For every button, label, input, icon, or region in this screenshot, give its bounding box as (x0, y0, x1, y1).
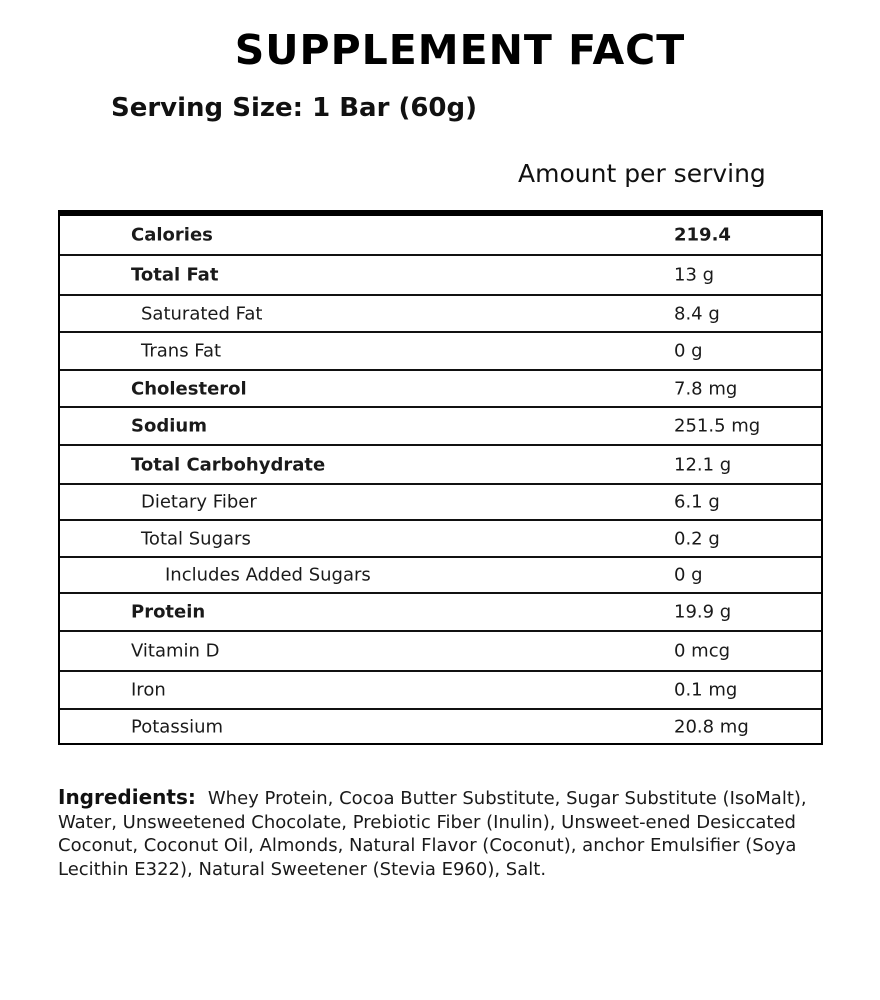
page-title: SUPPLEMENT FACT (234, 26, 686, 74)
nutrient-row-protein (60, 594, 821, 632)
nutrient-value: 13 g (674, 264, 715, 286)
nutrient-label: Protein (131, 601, 206, 623)
nutrient-value: 219.4 (674, 224, 731, 246)
nutrient-value: 19.9 g (674, 601, 732, 623)
ingredients-heading: Ingredients: (58, 785, 196, 809)
nutrient-label: Calories (131, 224, 213, 246)
nutrient-row-iron (60, 672, 821, 710)
serving-size: Serving Size: 1 Bar (60g) (111, 93, 478, 123)
nutrient-label: Cholesterol (131, 378, 247, 399)
nutrient-label: Total Sugars (141, 528, 251, 549)
nutrition-table (58, 210, 823, 745)
nutrient-value: 0.2 g (674, 528, 720, 549)
nutrient-row-trans-fat (60, 333, 821, 371)
nutrient-row-dietary-fiber (60, 485, 821, 521)
nutrient-label: Includes Added Sugars (165, 564, 371, 586)
nutrient-row-sodium (60, 408, 821, 446)
nutrient-row-potassium (60, 710, 821, 743)
nutrient-label: Saturated Fat (141, 303, 263, 324)
nutrient-value: 0.1 mg (674, 679, 738, 701)
nutrient-row-saturated-fat (60, 296, 821, 333)
nutrient-label: Vitamin D (131, 640, 220, 662)
ingredients-text: Whey Protein, Cocoa Butter Substitute, Sugar Substitute (IsoMalt), Water, Unsweetened Chocolate, Prebiotic Fiber (Inulin), Unsweet-ened Desiccated Coconut, Coconut Oil, Almonds, Natural Flavor (Coconut), anchor Emulsifier (Soya Lecithin E322), Natural Sweetener (Stevia E960), Salt. (58, 788, 807, 880)
nutrient-label: Sodium (131, 415, 207, 437)
nutrient-value: 6.1 g (674, 491, 720, 513)
nutrient-value: 7.8 mg (674, 378, 738, 399)
amount-per-serving-header: Amount per serving (518, 159, 766, 188)
ingredients-section (58, 786, 838, 881)
nutrient-value: 8.4 g (674, 303, 720, 324)
nutrient-value: 0 mcg (674, 640, 731, 662)
nutrient-row-total-carbohydrate (60, 446, 821, 485)
nutrient-value: 12.1 g (674, 454, 732, 475)
nutrient-value: 0 g (674, 340, 703, 362)
nutrient-label: Trans Fat (141, 340, 222, 362)
nutrient-row-total-sugars (60, 521, 821, 558)
nutrient-row-added-sugars (60, 558, 821, 594)
nutrient-label: Potassium (131, 716, 224, 737)
nutrient-label: Total Carbohydrate (131, 454, 326, 475)
nutrient-label: Iron (131, 679, 166, 701)
nutrient-label: Total Fat (131, 264, 219, 286)
nutrient-label: Dietary Fiber (141, 491, 257, 513)
nutrient-value: 0 g (674, 564, 703, 586)
nutrient-row-calories (60, 216, 821, 256)
nutrient-row-total-fat (60, 256, 821, 296)
nutrient-value: 251.5 mg (674, 415, 761, 437)
nutrient-row-cholesterol (60, 371, 821, 408)
nutrient-value: 20.8 mg (674, 716, 749, 737)
nutrient-row-vitamin-d (60, 632, 821, 672)
